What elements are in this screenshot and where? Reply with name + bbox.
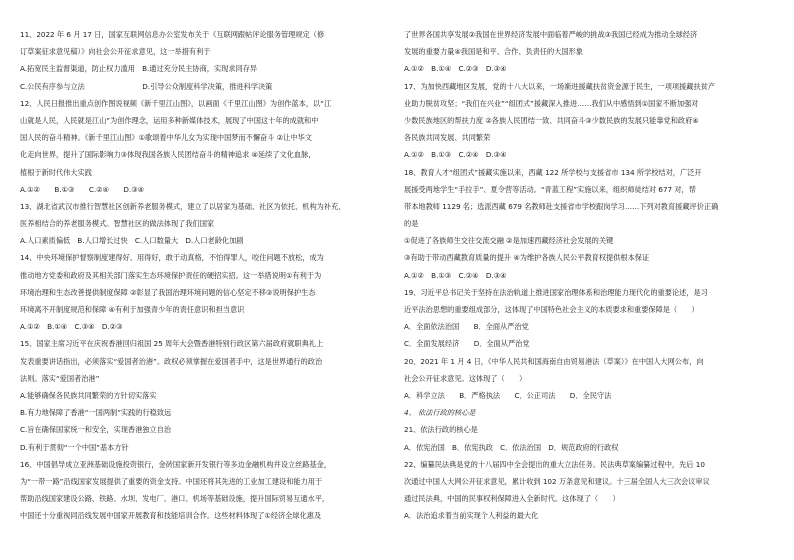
left-column-line: 为“一带一路”沿线国家发展提供了重要的资金支持。中国还将其先进的工业加工建设和能力用于 (20, 476, 323, 486)
right-column-line: C．全面发展经济 D．全面从严治党 (404, 339, 530, 349)
left-column-line: 推动地方党委和政府及其相关部门落实生态环境保护责任的硬招实招。这一举措说明①有利于为 (20, 270, 322, 280)
left-column-line: A.人口素质偏低 B.人口增长过快 C.人口数量大 D.人口老龄化加剧 (20, 236, 244, 246)
right-column-line: A．法治追求着当前实现个人利益的最大化 (404, 511, 539, 521)
right-column-line: 22、编纂民法典是党的十八届四中全会提出的重大立法任务。民法典草案编纂过程中，先后 10 (404, 459, 705, 469)
left-column-line: 环境离不开制度规范和保障 ④有利于加强青少年的责任意识和担当意识 (20, 305, 245, 314)
left-column-line: 环境治理和生态改善提供制度保障 ②彰显了我国治理环境问题的信心坚定不移③说明保护生态 (20, 287, 316, 297)
left-column-line: A.①② B.①④ C.③④ D.②③ (20, 322, 123, 332)
right-column-line: 17、为加快西藏地区发展，党的十八大以来，一场渐进援藏扶贫资金源于民生，一项项援藏扶贫产 (404, 81, 716, 91)
right-column-line: 发展的重要力量④我国是和平、合作、负责任的大国形象 (404, 47, 583, 57)
left-column-line: 中国还十分重视同沿线发展中国家开展教育和技能培训合作。这些材料体现了①经济全球化惠及 (20, 511, 322, 521)
left-column-line: A.拓宽民主监督渠道，防止权力滥用 B.通过充分民主协商，实现求同存异 (20, 64, 258, 74)
left-column-line: 医养相结合的养老服务模式。智慧社区的做法体现了我们国家 (20, 219, 215, 229)
left-column-line: 帮助沿线国家建设公路、铁路、水坝、发电厂、港口、机场等基础设施，提升国际贸易互通水平， (20, 494, 330, 504)
left-column-line: 13、湖北省武汉市推行智慧社区创新养老服务模式，建立了以居家为基础、社区为依托、机构为补充、 (20, 201, 346, 211)
left-column-line: A.①② B.①③ C.②④ D.③④ (20, 184, 145, 194)
right-column-line: A.①② B.①④ C.②③ D.③④ (404, 64, 507, 74)
left-column-line: 15、国家主席习近平在庆祝香港回归祖国 25 周年大会暨香港特别行政区第六届政府就职典礼上 (20, 339, 324, 349)
left-column-line: 订草案征求意见稿）》向社会公开征求意见，这一举措有利于 (20, 47, 211, 57)
right-column-line: 20、2021 年 1 月 4 日，《中华人民共和国海南自由贸易港法（草案）》在中国人大网公布，向 (404, 356, 704, 366)
right-column-line: ①促进了各族师生交往交流交融 ②是加速西藏经济社会发展的关键 (404, 236, 614, 246)
right-column-line: 4、 依法行政的核心是 (404, 408, 476, 418)
right-column-line: A．全面依法治国 B．全面从严治党 (404, 322, 529, 332)
right-column-line: 社会公开征求意见。这体现了（ ） (404, 373, 527, 383)
right-column-line: 展援受两地学生“手拉手”、夏令营等活动。“青蓝工程”实施以来，组织师徒结对 677 对，帮 (404, 184, 696, 194)
left-column-line: 发表重要讲话指出，必须落实“爱国者治港”。政权必须掌握在爱国者手中，这是世界通行的政治 (20, 356, 323, 366)
right-column-line: A．依宪治国 B．依宪执政 C．依法治国 D．规范政府的行政权 (404, 442, 619, 452)
right-column-line: 的是 (404, 219, 419, 229)
right-column-line: 带本地教师 1129 名；选派西藏 679 名教师赴支援省市学校跟岗学习……下列对教育援藏评价正确 (404, 201, 719, 211)
right-column-line: A．科学立法 B．严格执法 C．公正司法 D．全民守法 (404, 390, 612, 400)
left-column-line: D.有利于贯彻“一个中国”基本方针 (20, 442, 129, 452)
left-column-line: 山就是人民，人民就是江山”为创作理念，运用多种新媒体技术，展现了中国这十年的成就和中 (20, 115, 319, 125)
left-column-line: 法则。落实“爱国者治港” (20, 373, 100, 383)
left-column-line: 12、人民日报推出重点创作图说视频《新千里江山图》，以画面《千里江山图》为创作蓝本，以“江 (20, 98, 332, 108)
left-column-line: 植根于新时代伟大实践 (20, 167, 92, 177)
left-column-line: 16、中国倡导成立亚洲基础设施投资银行，金砖国家新开发银行等多边金融机构并设立丝路基金， (20, 459, 332, 469)
right-column-line: 少数民族地区的帮扶力度 ②各族人民团结一致、共同奋斗③少数民族的发展只能靠党和政府④ (404, 115, 699, 125)
right-column-line: 近平法治思想的重要组成部分，这体现了中国特色社会主义的本质要求和重要保障是（ ） (404, 305, 699, 314)
left-column-line: 14、中央环境保护督察制度建得好、用得好，敢于动真格，不怕得罪人，咬住问题不放松，成为 (20, 253, 324, 263)
left-column-line: C.旨在确保国家统一和安全，实现香港独立自治 (20, 425, 172, 435)
right-column-line: 各民族共同发展、共同繁荣 (404, 133, 491, 143)
right-column (404, 26, 776, 524)
left-column-line: A.能够确保各民族共同繁荣的方针切实落实 (20, 390, 157, 400)
right-column-line: 次通过中国人大网公开征求意见，累计收到 102 万条意见和建议。十三届全国人大三次会议审议 (404, 476, 710, 486)
right-column-line: 了世界各国共享发展②我国在世界经济发展中面临着严峻的挑战③我国已经成为推动全球经济 (404, 30, 698, 39)
left-column-line: 11、2022 年 6 月 17 日，国家互联网信息办公室发布关于《互联网跟帖评论服务管理规定（修 (20, 30, 325, 39)
left-column-line: C.公民有序参与立法 D.引导公众制度科学决策，推进科学决策 (20, 81, 273, 91)
right-column-line: A.①② B.①③ C.②④ D.③④ (404, 150, 507, 160)
right-column-line: A.①② B.①③ C.②④ D.③④ (404, 270, 507, 280)
right-column-line: 21、依法行政的核心是 (404, 425, 478, 435)
right-column-line: 19、习近平总书记关于坚持在法治轨道上推进国家治理体系和治理能力现代化的重要论述，是习 (404, 287, 708, 297)
left-column-line: B.有力地保障了香港“一国两制”实践的行稳致远 (20, 408, 172, 418)
right-column-line: 18、教育人才“组团式”援藏实施以来，西藏 122 所学校与支援省市 134 所学校结对，广泛开 (404, 167, 702, 177)
left-column-line: 化走向世界，提升了国际影响力③体现我国各族人民团结奋斗的精神追求 ④延续了文化血脉， (20, 150, 316, 160)
right-column-line: 通过民法典，中国的民事权利保障进入全新时代。这体现了（ ） (404, 494, 620, 504)
left-column (20, 26, 392, 524)
right-column-line: 业助力脱贫攻坚；“我们在兴业”“组团式”援藏深入推进……我们从中感悟到①国家不断加强对 (404, 98, 699, 108)
right-column-line: ③有助于带动西藏教育质量的提升 ④为维护各族人民公平教育权提供根本保证 (404, 253, 650, 263)
left-column-line: 国人民的奋斗精神。《新千里江山图》①歌颂着中华儿女为实现中国梦而不懈奋斗 ②让中华文 (20, 133, 312, 143)
